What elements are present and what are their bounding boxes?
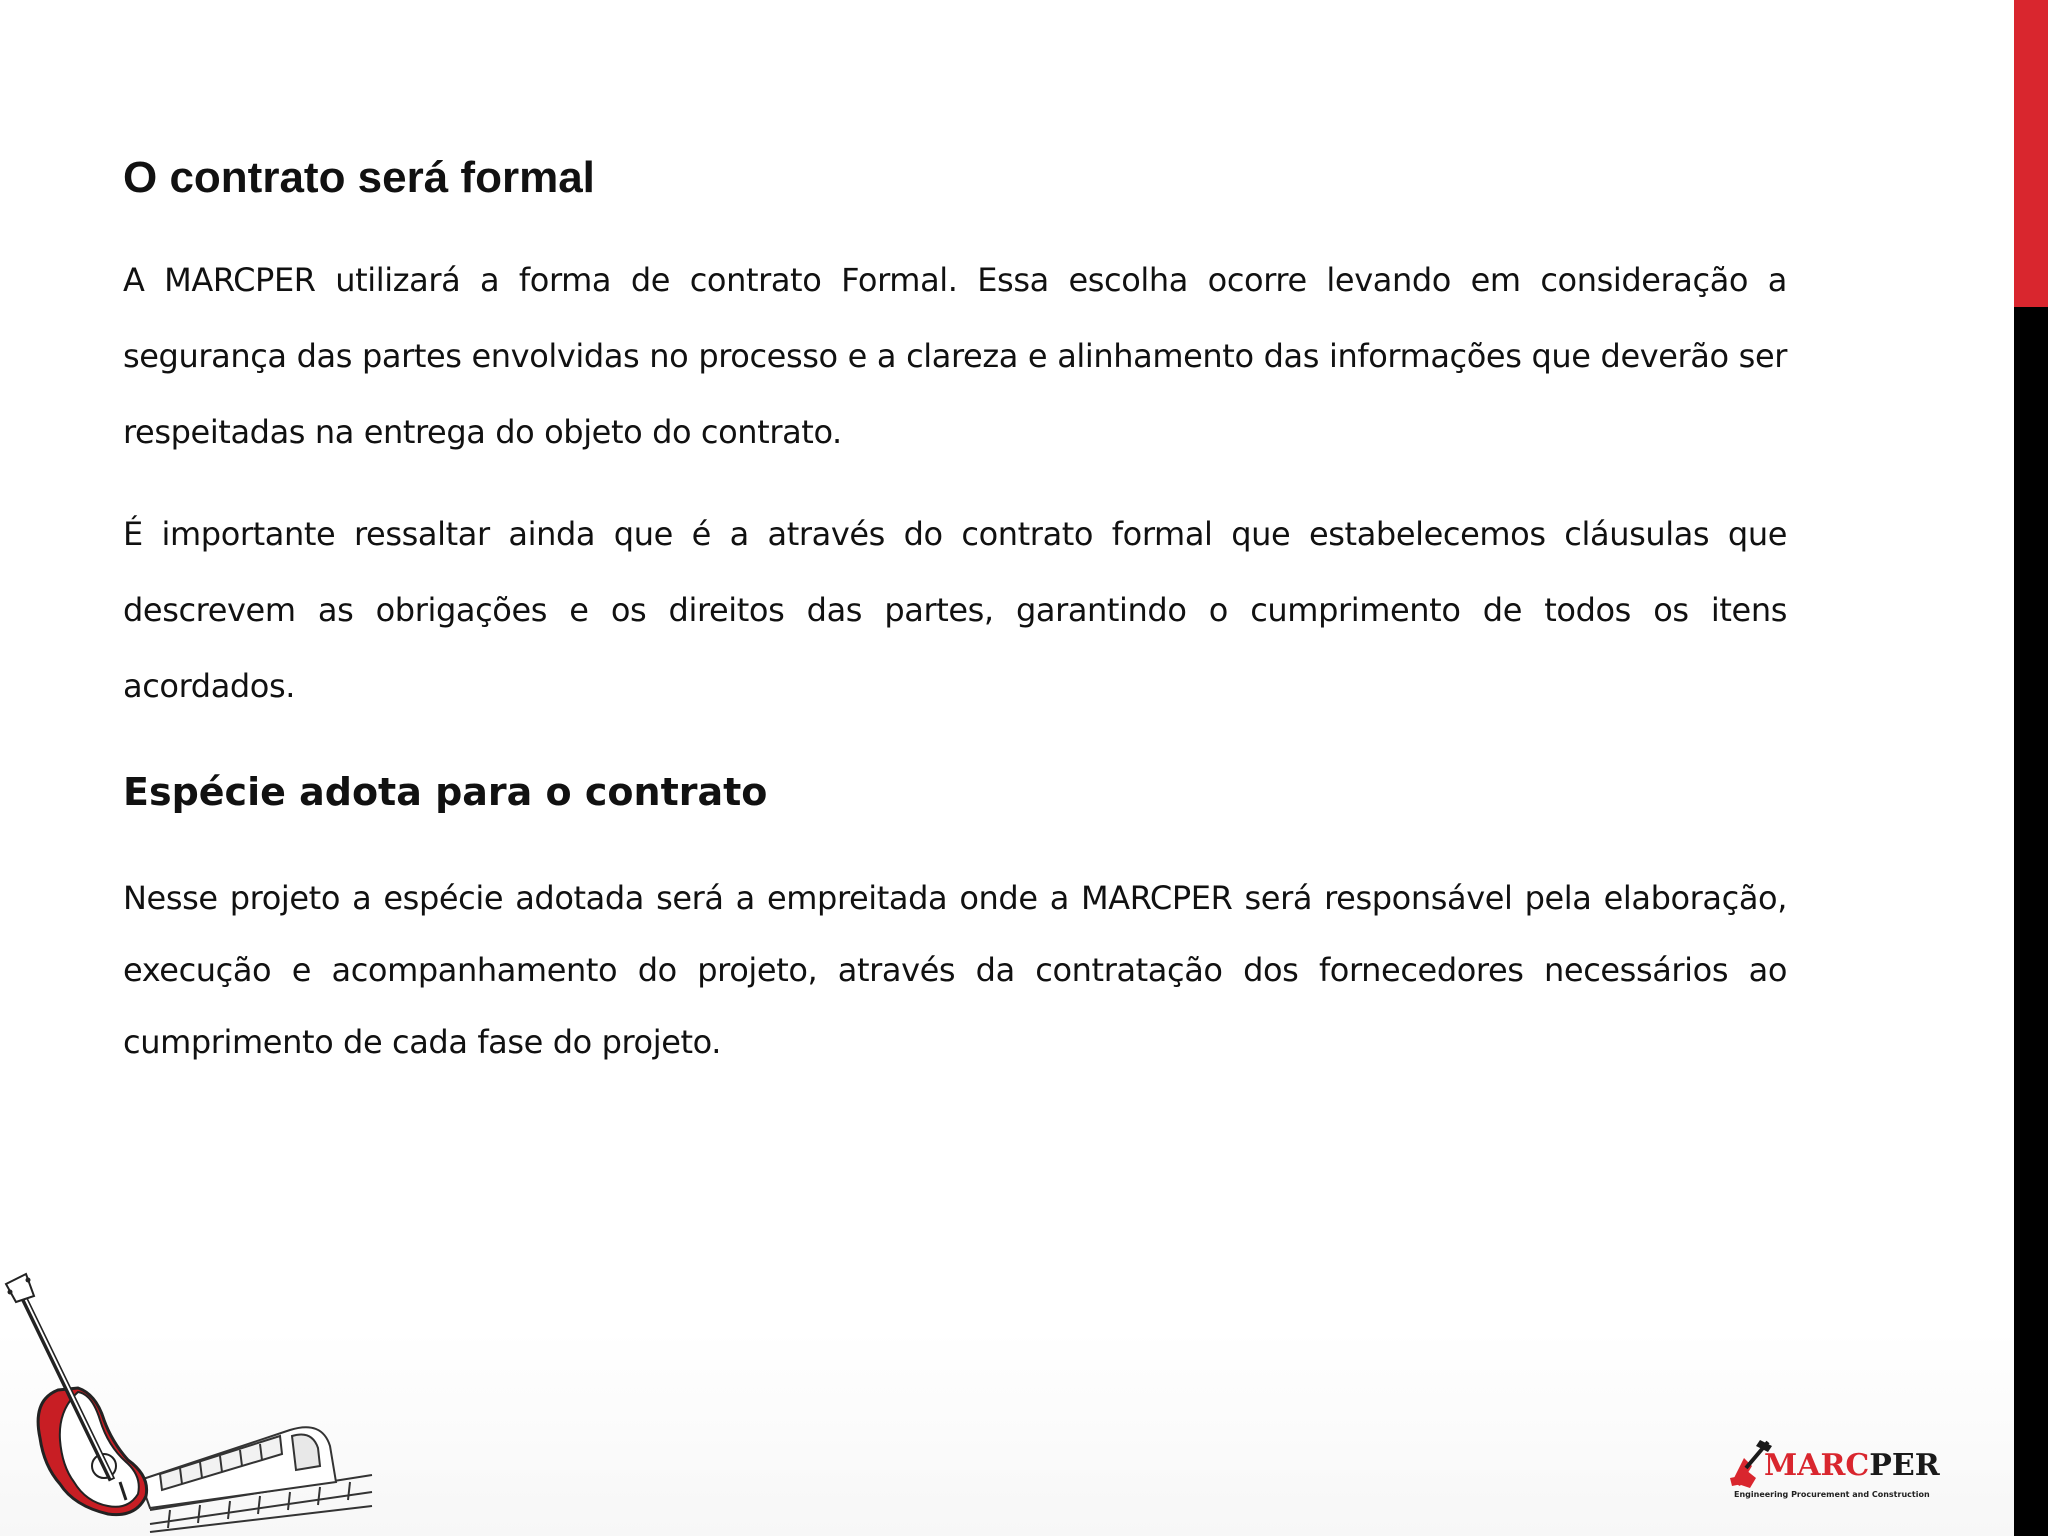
slide-title: O contrato será formal (123, 153, 595, 202)
accent-bar-red (2014, 0, 2048, 307)
guitar-drawing (6, 1274, 147, 1515)
paragraph-2: É importante ressaltar ainda que é a através do contrato formal que estabelecemos cláusulas que descrevem as obrigações e os direitos das partes, garantindo o cumprimento de todos os itens acordados. (123, 515, 1787, 705)
paragraph-3: Nesse projeto a espécie adotada será a empreitada onde a MARCPER será responsável pela elaboração, execução e acompanhamento do projeto, através da contratação dos fornecedores necessários ao cumprimento de cada fase do projeto. (123, 879, 1787, 1061)
accent-bar-black (2014, 307, 2048, 1536)
guitar-train-illustration (0, 1270, 380, 1536)
company-logo (1728, 1438, 1960, 1508)
logo-name-part2: PER (1869, 1448, 1940, 1483)
logo-tagline: Engineering Procurement and Construction (1734, 1490, 1930, 1499)
train-drawing (140, 1427, 336, 1508)
paragraph-1: A MARCPER utilizará a forma de contrato Formal. Essa escolha ocorre levando em consideração a segurança das partes envolvidas no processo e a clareza e alinhamento das informações que deverão ser respeitadas na entrega do objeto do contrato. (123, 261, 1787, 451)
slide-content (123, 148, 1787, 1104)
logo-wordmark (1764, 1448, 1940, 1483)
logo-name-part1: MARC (1764, 1448, 1870, 1483)
section-subtitle: Espécie adota para o contrato (123, 770, 768, 814)
